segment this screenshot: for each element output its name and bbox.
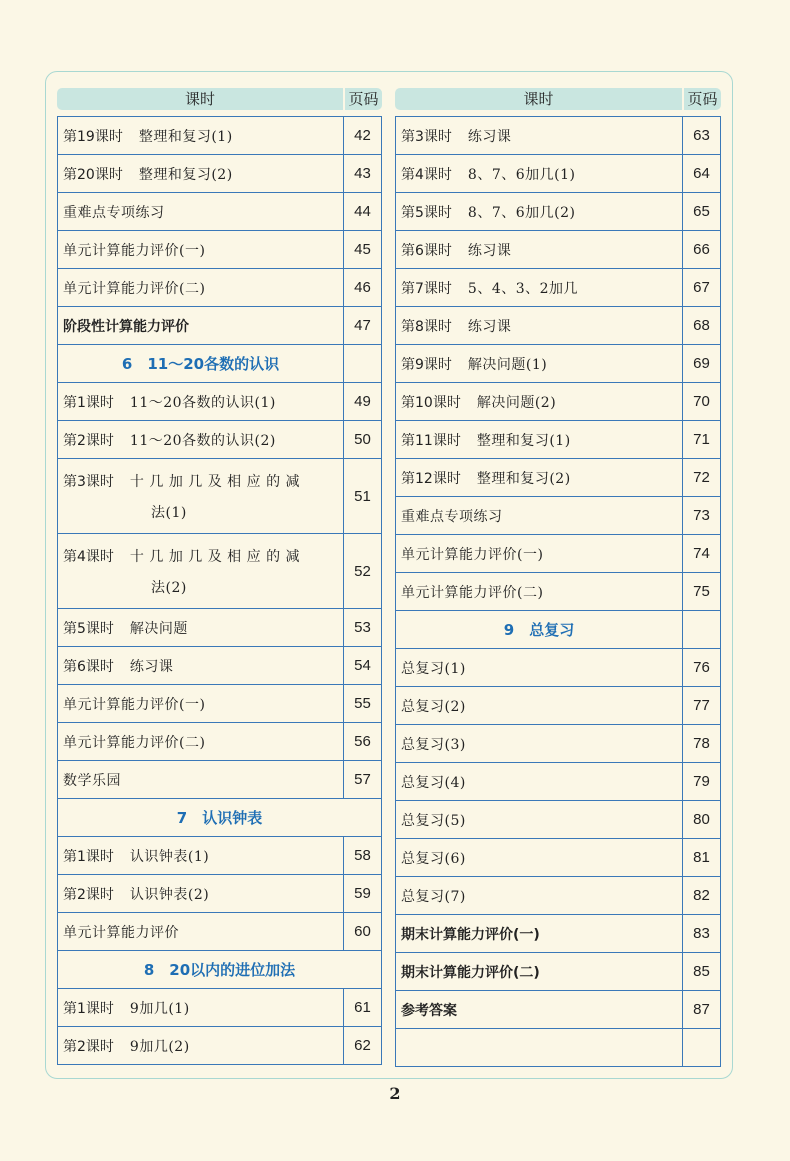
toc-row[interactable] (58, 837, 381, 875)
lesson-title: 重难点专项练习 (401, 508, 503, 525)
toc-entry-page: 61 (343, 989, 381, 1026)
toc-entry-title (58, 913, 343, 950)
toc-entry-title (58, 383, 343, 420)
toc-entry-title (396, 269, 682, 306)
lesson-number: 第3课时 (63, 474, 114, 490)
toc-entry-page: 58 (343, 837, 381, 874)
lesson-title: 解决问题(1) (467, 356, 548, 373)
lesson-title: 11～20各数的认识(2) (129, 432, 276, 449)
section-heading: 8 20以内的进位加法 (143, 961, 296, 979)
lesson-title: 单元计算能力评价 (63, 924, 179, 941)
toc-entry-page: 69 (682, 345, 720, 382)
lesson-number: 第6课时 (401, 242, 452, 259)
toc-entry-title (396, 801, 682, 838)
toc-row[interactable] (396, 497, 720, 535)
toc-row[interactable] (396, 763, 720, 801)
toc-entry-page: 56 (343, 723, 381, 760)
lesson-title: 8、7、6加几(2) (467, 204, 576, 221)
toc-entry-page: 71 (682, 421, 720, 458)
toc-row[interactable] (58, 647, 381, 685)
header-lesson: 课时 (57, 88, 343, 110)
lesson-number: 第19课时 (63, 128, 123, 145)
toc-row[interactable] (396, 801, 720, 839)
toc-entry-title (396, 535, 682, 572)
toc-entry-page: 74 (682, 535, 720, 572)
toc-entry-title (58, 193, 343, 230)
toc-entry-page: 72 (682, 459, 720, 496)
toc-row[interactable] (58, 345, 381, 383)
toc-entry-page: 65 (682, 193, 720, 230)
toc-entry-page: 50 (343, 421, 381, 458)
toc-entry-page: 82 (682, 877, 720, 914)
toc-entry-title (58, 723, 343, 760)
lesson-title: 总复习(2) (401, 698, 466, 715)
toc-row[interactable] (396, 269, 720, 307)
toc-row[interactable] (58, 117, 381, 155)
lesson-number: 第11课时 (401, 432, 461, 449)
lesson-title: 单元计算能力评价(二) (401, 584, 544, 601)
toc-entry-page: 43 (343, 155, 381, 192)
lesson-title: 重难点专项练习 (63, 204, 165, 221)
toc-row[interactable] (58, 193, 381, 231)
toc-row[interactable] (58, 155, 381, 193)
toc-entry-page: 63 (682, 117, 720, 154)
lesson-title: 总复习(4) (401, 774, 466, 791)
toc-entry-title (396, 231, 682, 268)
toc-entry-page: 51 (343, 459, 381, 533)
toc-row[interactable] (396, 953, 720, 991)
toc-row[interactable] (396, 193, 720, 231)
lesson-title: 整理和复习(2) (476, 470, 571, 487)
toc-entry-page: 79 (682, 763, 720, 800)
toc-row[interactable] (58, 459, 381, 534)
toc-entry-page: 78 (682, 725, 720, 762)
toc-entry-title (396, 193, 682, 230)
toc-entry-page: 62 (343, 1027, 381, 1064)
toc-entry-title (396, 307, 682, 344)
lesson-number: 第4课时 (63, 549, 114, 565)
toc-entry-title (396, 1029, 682, 1066)
toc-row[interactable] (396, 155, 720, 193)
lesson-title: 总复习(5) (401, 812, 466, 829)
lesson-title: 解决问题(2) (476, 394, 557, 411)
toc-row[interactable] (58, 951, 381, 989)
toc-row[interactable] (58, 609, 381, 647)
toc-entry-page: 75 (682, 573, 720, 610)
toc-row[interactable] (58, 761, 381, 799)
lesson-number: 第10课时 (401, 394, 461, 411)
toc-entry-title (396, 345, 682, 382)
toc-entry-title (396, 763, 682, 800)
lesson-number: 第4课时 (401, 166, 452, 183)
toc-entry-title (396, 877, 682, 914)
toc-entry-title (58, 231, 343, 268)
toc-entry-page: 42 (343, 117, 381, 154)
toc-entry-page: 60 (343, 913, 381, 950)
header-lesson: 课时 (395, 88, 682, 110)
toc-row[interactable] (396, 991, 720, 1029)
toc-entry-page (682, 1029, 720, 1066)
lesson-title: 5、4、3、2加几 (467, 280, 579, 297)
toc-entry-title: 阶段性计算能力评价 (63, 318, 189, 335)
lesson-title: 整理和复习(1) (476, 432, 571, 449)
toc-entry-title (396, 687, 682, 724)
lesson-title: 认识钟表(1) (129, 848, 210, 865)
toc-entry-page: 73 (682, 497, 720, 534)
toc-entry-title (58, 647, 343, 684)
toc-entry-page (343, 345, 381, 382)
toc-entry-title (58, 534, 343, 608)
lesson-title: 整理和复习(2) (138, 166, 233, 183)
toc-row[interactable] (396, 535, 720, 573)
lesson-title: 数学乐园 (63, 772, 121, 789)
lesson-title: 认识钟表(2) (129, 886, 210, 903)
toc-entry-title (58, 837, 343, 874)
toc-entry-title (396, 573, 682, 610)
toc-table-right (395, 116, 721, 1067)
toc-entry-page: 49 (343, 383, 381, 420)
toc-entry-title (396, 155, 682, 192)
lesson-title: 单元计算能力评价(一) (63, 696, 206, 713)
lesson-title-line2: 法(2) (151, 580, 187, 596)
toc-entry-page: 47 (343, 307, 381, 344)
toc-entry-title (58, 761, 343, 798)
toc-entry-title: 参考答案 (401, 1002, 457, 1019)
lesson-title: 单元计算能力评价(二) (63, 280, 206, 297)
lesson-number: 第12课时 (401, 470, 461, 487)
lesson-title-line1: 十 几 加 几 及 相 应 的 减 (129, 474, 301, 490)
toc-entry-title (396, 459, 682, 496)
lesson-number: 第2课时 (63, 1038, 114, 1055)
toc-entry-title (396, 383, 682, 420)
toc-entry-title (396, 117, 682, 154)
lesson-title: 总复习(6) (401, 850, 466, 867)
toc-entry-title (58, 685, 343, 722)
toc-row[interactable] (396, 383, 720, 421)
toc-entry-page: 52 (343, 534, 381, 608)
section-heading: 7 认识钟表 (176, 809, 263, 827)
toc-entry-title (396, 839, 682, 876)
toc-entry-page: 53 (343, 609, 381, 646)
lesson-title: 总复习(1) (401, 660, 466, 677)
lesson-title: 练习课 (467, 318, 512, 335)
toc-entry-page: 87 (682, 991, 720, 1028)
toc-entry-title (396, 497, 682, 534)
toc-row[interactable] (58, 913, 381, 951)
lesson-number: 第1课时 (63, 848, 114, 865)
toc-entry-title (58, 989, 343, 1026)
lesson-title: 单元计算能力评价(二) (63, 734, 206, 751)
toc-left-column (57, 88, 382, 1065)
toc-row[interactable] (58, 383, 381, 421)
lesson-number: 第2课时 (63, 886, 114, 903)
toc-entry-title (396, 725, 682, 762)
toc-entry-title: 期末计算能力评价(一) (401, 926, 540, 943)
header-page: 页码 (345, 88, 382, 110)
lesson-number: 第3课时 (401, 128, 452, 145)
toc-entry-page: 57 (343, 761, 381, 798)
toc-row[interactable] (396, 877, 720, 915)
lesson-number: 第1课时 (63, 394, 114, 411)
toc-entry-page: 81 (682, 839, 720, 876)
toc-header (395, 88, 721, 110)
toc-entry-title (58, 269, 343, 306)
toc-row[interactable] (396, 611, 720, 649)
section-heading: 6 11～20各数的认识 (121, 355, 280, 373)
toc-row[interactable] (396, 421, 720, 459)
lesson-number: 第5课时 (401, 204, 452, 221)
toc-row[interactable] (58, 231, 381, 269)
toc-entry-page: 68 (682, 307, 720, 344)
lesson-title: 总复习(3) (401, 736, 466, 753)
lesson-number: 第1课时 (63, 1000, 114, 1017)
toc-entry-page: 64 (682, 155, 720, 192)
toc-entry-title (58, 155, 343, 192)
toc-entry-page: 55 (343, 685, 381, 722)
toc-row[interactable] (396, 915, 720, 953)
toc-entry-title: 期末计算能力评价(二) (401, 964, 540, 981)
toc-entry-page: 76 (682, 649, 720, 686)
toc-row[interactable] (58, 875, 381, 913)
lesson-title: 9加几(2) (129, 1038, 190, 1055)
section-heading: 9 总复习 (503, 621, 575, 639)
toc-entry-page: 44 (343, 193, 381, 230)
toc-row[interactable] (58, 685, 381, 723)
toc-row[interactable] (396, 307, 720, 345)
toc-entry-page: 85 (682, 953, 720, 990)
toc-entry-title (58, 117, 343, 154)
lesson-title: 解决问题 (129, 620, 188, 637)
toc-entry-page (682, 611, 720, 648)
lesson-number: 第5课时 (63, 620, 114, 637)
toc-entry-page: 54 (343, 647, 381, 684)
toc-entry-title (58, 1027, 343, 1064)
toc-entry-title (58, 421, 343, 458)
toc-entry-page: 70 (682, 383, 720, 420)
toc-row[interactable] (396, 725, 720, 763)
toc-entry-title (396, 649, 682, 686)
toc-entry-title (58, 459, 343, 533)
toc-entry-page: 45 (343, 231, 381, 268)
toc-table-left (57, 116, 382, 1065)
lesson-title: 单元计算能力评价(一) (401, 546, 544, 563)
toc-row[interactable] (58, 989, 381, 1027)
toc-entry-title (396, 421, 682, 458)
lesson-title: 11～20各数的认识(1) (129, 394, 276, 411)
toc-entry-page: 46 (343, 269, 381, 306)
lesson-title-line1: 十 几 加 几 及 相 应 的 减 (129, 549, 301, 565)
lesson-title: 8、7、6加几(1) (467, 166, 576, 183)
toc-row[interactable] (396, 573, 720, 611)
toc-row[interactable] (396, 649, 720, 687)
toc-entry-page: 59 (343, 875, 381, 912)
lesson-title: 单元计算能力评价(一) (63, 242, 206, 259)
toc-entry-page: 77 (682, 687, 720, 724)
lesson-title: 练习课 (129, 658, 174, 675)
lesson-title: 练习课 (467, 128, 512, 145)
lesson-number: 第7课时 (401, 280, 452, 297)
toc-right-column (395, 88, 721, 1067)
toc-row[interactable] (396, 231, 720, 269)
toc-entry-title (58, 609, 343, 646)
toc-row[interactable] (58, 534, 381, 609)
lesson-title: 整理和复习(1) (138, 128, 233, 145)
toc-row[interactable] (58, 421, 381, 459)
lesson-title: 总复习(7) (401, 888, 466, 905)
toc-row[interactable] (396, 839, 720, 877)
toc-row[interactable] (58, 723, 381, 761)
toc-entry-page: 80 (682, 801, 720, 838)
toc-entry-title (58, 875, 343, 912)
page-number: 2 (389, 1084, 401, 1103)
lesson-number: 第20课时 (63, 166, 123, 183)
toc-row[interactable] (58, 307, 381, 345)
toc-entry-page: 67 (682, 269, 720, 306)
toc-row[interactable] (396, 687, 720, 725)
lesson-number: 第6课时 (63, 658, 114, 675)
toc-entry-page: 83 (682, 915, 720, 952)
toc-row[interactable] (396, 459, 720, 497)
toc-entry-page: 66 (682, 231, 720, 268)
lesson-number: 第8课时 (401, 318, 452, 335)
toc-header (57, 88, 382, 110)
header-page: 页码 (684, 88, 721, 110)
lesson-number: 第2课时 (63, 432, 114, 449)
toc-row[interactable] (396, 117, 720, 155)
toc-row[interactable] (58, 269, 381, 307)
toc-row[interactable] (396, 1029, 720, 1067)
lesson-title: 练习课 (467, 242, 512, 259)
lesson-number: 第9课时 (401, 356, 452, 373)
toc-row[interactable] (58, 799, 381, 837)
toc-row[interactable] (396, 345, 720, 383)
lesson-title-line2: 法(1) (151, 505, 187, 521)
toc-row[interactable] (58, 1027, 381, 1065)
lesson-title: 9加几(1) (129, 1000, 190, 1017)
